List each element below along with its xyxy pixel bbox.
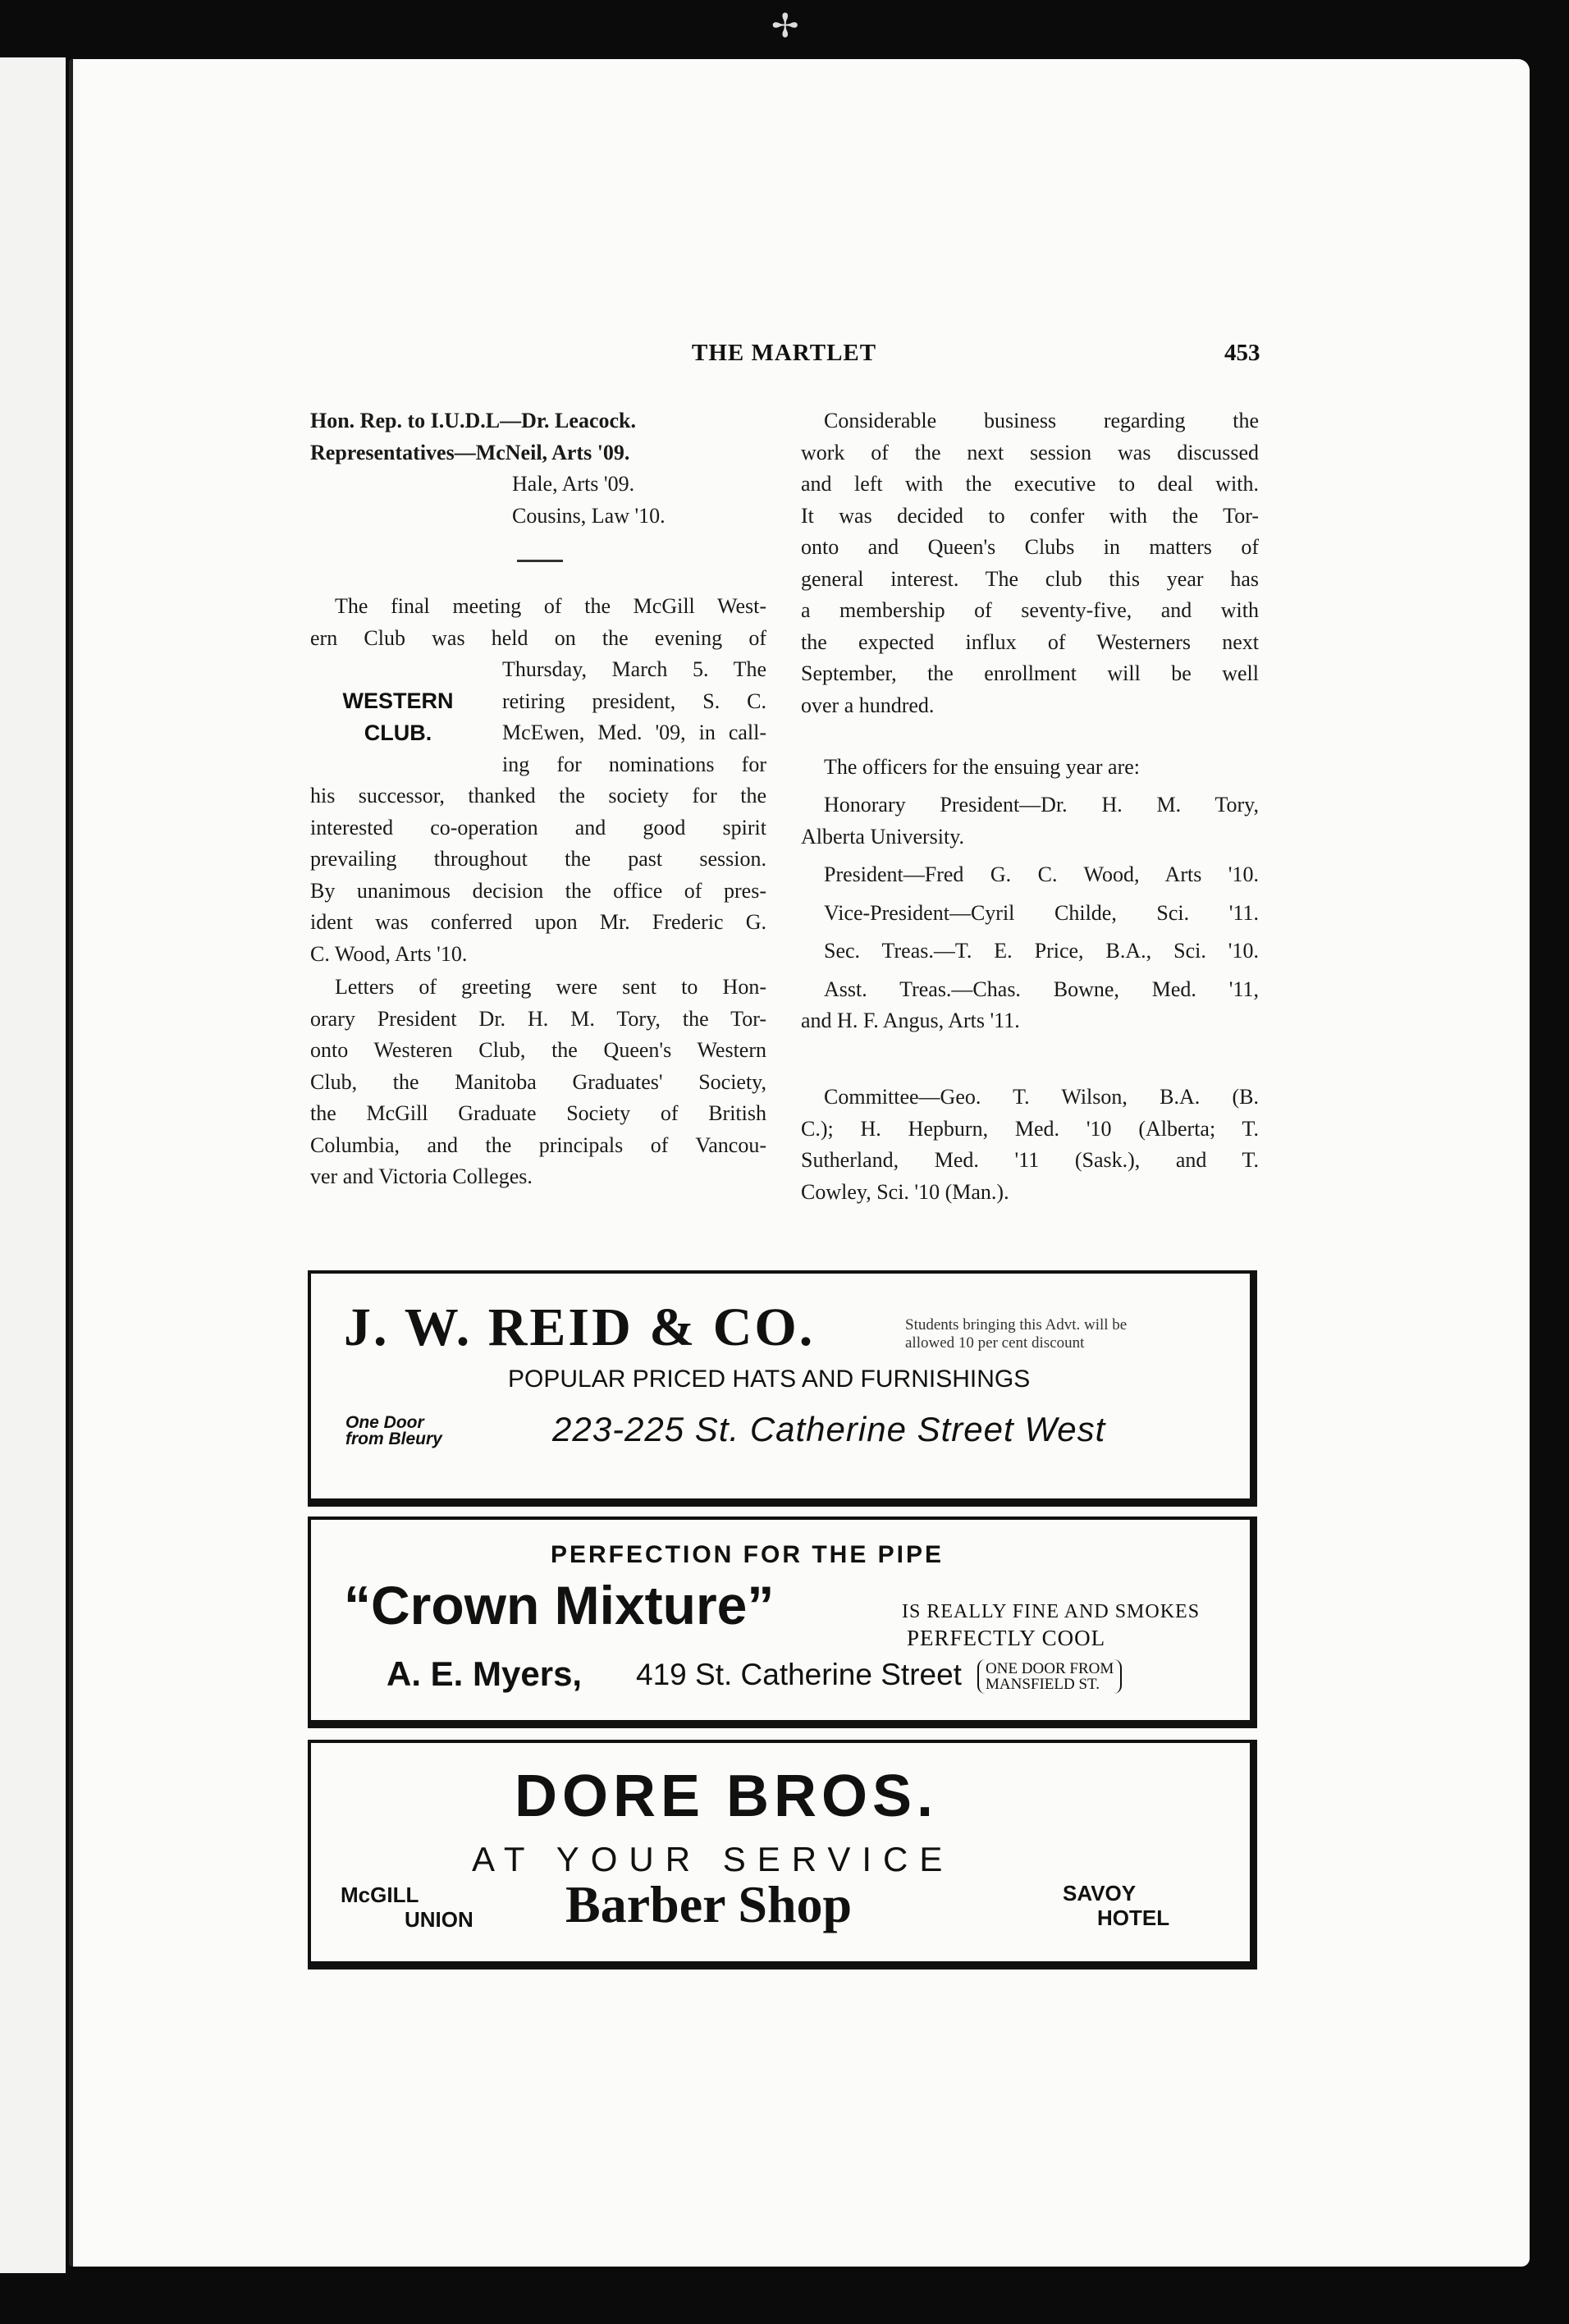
text-line: September, the enrollment will be well: [801, 661, 1259, 685]
ad-crown-product: “Crown Mixture”: [344, 1575, 775, 1635]
ad-dore-right-line: HOTEL: [1097, 1905, 1170, 1930]
ad-reid-door: [345, 1415, 442, 1448]
text-line: onto and Queen's Clubs in matters of: [801, 535, 1259, 559]
text-line: Cowley, Sci. '10 (Man.).: [801, 1179, 1009, 1204]
registration-mark: ✢: [771, 7, 799, 44]
committee-line: Hon. Rep. to I.U.D.L—Dr. Leacock.: [310, 409, 636, 432]
officer-entry: [801, 859, 1259, 891]
text-line: Asst. Treas.—Chas. Bowne, Med. '11,: [824, 977, 1259, 1001]
text-line: Honorary President—Dr. H. M. Tory,: [824, 793, 1259, 817]
text-line: Thursday, March 5. The: [502, 657, 766, 681]
text-line: general interest. The club this year has: [801, 566, 1259, 591]
text-line: over a hundred.: [801, 693, 935, 717]
ad-crown-address: 419 St. Catherine Street: [636, 1658, 962, 1691]
text-line: Considerable business regarding the: [824, 409, 1259, 432]
text-line: By unanimous decision the office of pres-: [310, 878, 766, 903]
ad-reid-note-line: Students bringing this Advt. will be: [905, 1316, 1128, 1334]
text-line: Letters of greeting were sent to Hon-: [335, 975, 766, 999]
committee-line: Representatives—McNeil, Arts '09.: [310, 440, 630, 464]
officer-entry: [801, 974, 1259, 1037]
ad-crown-paren-line: ONE DOOR FROM: [986, 1660, 1114, 1677]
text-line: Sutherland, Med. '11 (Sask.), and T.: [801, 1148, 1259, 1172]
text-line: ident was conferred upon Mr. Frederic G.: [310, 910, 766, 934]
ad-dore-left-line: UNION: [405, 1907, 473, 1932]
ad-dore-left: [341, 1883, 473, 1932]
text-line: President—Fred G. C. Wood, Arts '10.: [824, 862, 1259, 886]
ad-reid: [308, 1270, 1253, 1502]
ad-dore-left-line: McGILL: [341, 1883, 419, 1907]
committee-line: Hale, Arts '09.: [512, 472, 635, 496]
running-header-title: THE MARTLET: [692, 340, 877, 366]
side-heading-line: CLUB.: [364, 720, 432, 745]
ad-reid-address: 223-225 St. Catherine Street West: [552, 1410, 1106, 1448]
letters-paragraph: [310, 972, 766, 1193]
ad-crown-paren: [977, 1659, 1122, 1694]
ad-crown-desc-line: IS REALLY FINE AND SMOKES: [902, 1601, 1201, 1622]
ad-crown: [308, 1517, 1253, 1723]
officers-intro: [824, 752, 1259, 784]
ad-reid-note-line: allowed 10 per cent discount: [905, 1334, 1085, 1352]
ad-dore: [308, 1740, 1253, 1965]
officer-entry: [801, 936, 1259, 968]
ad-reid-name: J. W. REID & CO.: [344, 1297, 816, 1357]
text-line: C.); H. Hepburn, Med. '10 (Alberta; T.: [801, 1116, 1259, 1141]
officers-list: [801, 789, 1259, 1037]
text-line: Vice-President—Cyril Childe, Sci. '11.: [824, 900, 1259, 925]
text-line: work of the next session was discussed: [801, 440, 1259, 464]
page-number: 453: [1224, 340, 1260, 366]
committee-line: Cousins, Law '10.: [512, 503, 666, 528]
committee-list: [310, 405, 770, 532]
ad-reid-door-line: from Bleury: [345, 1430, 442, 1448]
ad-dore-service: AT YOUR SERVICE: [472, 1840, 954, 1878]
facing-page-edge: [0, 57, 66, 2273]
ad-dore-shop: Barber Shop: [565, 1875, 853, 1933]
text-line: The officers for the ensuing year are:: [824, 755, 1141, 779]
text-line: and H. F. Angus, Arts '11.: [801, 1009, 1020, 1032]
text-line: Sec. Treas.—T. E. Price, B.A., Sci. '10.: [824, 939, 1259, 963]
committee-paragraph: [801, 1082, 1259, 1208]
ad-reid-note: [905, 1316, 1127, 1352]
text-line: ern Club was held on the evening of: [310, 625, 766, 650]
ad-reid-door-line: One Door: [345, 1413, 424, 1432]
text-line: interested co-operation and good spirit: [310, 815, 766, 839]
ad-crown-heading: PERFECTION FOR THE PIPE: [551, 1541, 945, 1568]
text-line: ing for nominations for: [502, 752, 766, 776]
business-paragraph: [801, 405, 1259, 721]
section-divider: [517, 560, 563, 562]
ad-reid-tagline: POPULAR PRICED HATS AND FURNISHINGS: [508, 1366, 1031, 1393]
text-line: The final meeting of the McGill West-: [335, 594, 766, 618]
text-line: and left with the executive to deal with.: [801, 472, 1259, 496]
ad-dore-name: DORE BROS.: [515, 1764, 939, 1829]
text-line: onto Westeren Club, the Queen's Western: [310, 1038, 766, 1062]
text-line: prevailing throughout the past session.: [310, 847, 766, 871]
ad-crown-paren-line: MANSFIELD ST.: [986, 1676, 1100, 1693]
text-line: orary President Dr. H. M. Tory, the Tor-: [310, 1006, 766, 1031]
text-line: the expected influx of Westerners next: [801, 629, 1259, 654]
text-line: C. Wood, Arts '10.: [310, 941, 468, 966]
text-line: Club, the Manitoba Graduates' Society,: [310, 1069, 766, 1094]
ad-crown-seller: A. E. Myers,: [387, 1654, 583, 1693]
text-line: retiring president, S. C.: [502, 689, 766, 713]
text-line: Committee—Geo. T. Wilson, B.A. (B.: [824, 1085, 1259, 1109]
text-line: his successor, thanked the society for the: [310, 784, 766, 807]
ad-crown-desc-line: PERFECTLY COOL: [907, 1626, 1106, 1650]
text-line: a membership of seventy-five, and with: [801, 598, 1259, 622]
text-line: McEwen, Med. '09, in call-: [502, 721, 766, 744]
text-line: Columbia, and the principals of Vancou-: [310, 1132, 766, 1157]
text-line: ver and Victoria Colleges.: [310, 1164, 533, 1188]
text-line: the McGill Graduate Society of British: [310, 1101, 766, 1125]
text-line: It was decided to confer with the Tor-: [801, 503, 1259, 528]
western-club-paragraph: [310, 591, 766, 970]
side-heading: [316, 685, 480, 748]
officer-entry: [801, 898, 1259, 930]
ad-crown-desc: [902, 1599, 1200, 1651]
ad-dore-right: [1063, 1881, 1169, 1930]
officer-entry: [801, 789, 1259, 853]
ad-dore-right-line: SAVOY: [1063, 1881, 1137, 1905]
text-line: Alberta University.: [801, 824, 965, 849]
side-heading-line: WESTERN: [342, 689, 454, 713]
